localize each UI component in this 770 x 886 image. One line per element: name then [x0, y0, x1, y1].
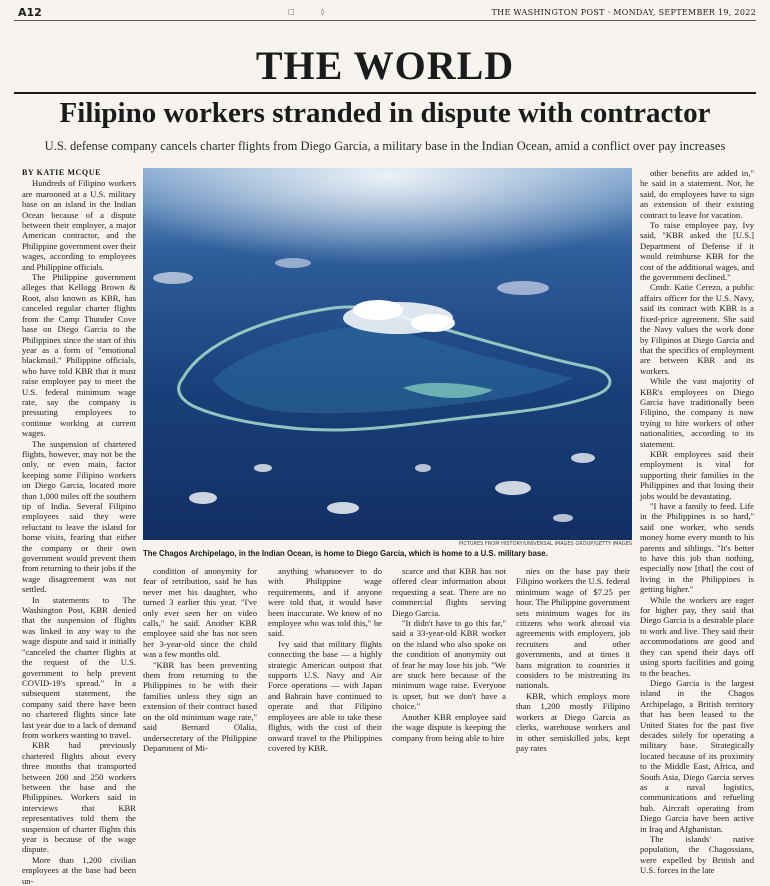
page-number: A12 — [18, 6, 42, 19]
headline: Filipino workers stranded in dispute with contractor — [59, 97, 711, 129]
article-paragraph: other benefits are added in," he said in a statement. Nor, he said, do employees have to sign an extension of their existing contract to leave for vacation. — [640, 168, 754, 220]
article-paragraph: To raise employee pay, Ivy said, "KBR asked the [U.S.] Department of Defense if it would reimburse KBR for the cost of the additional wages, and the government declined." — [640, 220, 754, 283]
article-paragraph: "I have a family to feed. Life in the Philippines is so hard," said one worker, who sends money home every month to his parents and siblings. "It's better to have this job than nothing, especially now [that] the cost of living in the Philippines is getting higher." — [640, 501, 754, 595]
article-paragraph: Another KBR employee said the wage dispute is keeping the company from being able to hire — [392, 711, 506, 743]
article-paragraph: condition of anonymity for fear of retribution, said he has never met his daughter, who turned 3 earlier this year. "I've only ever seen her on video calls," he said. Another KBR employee said she has not seen her 3-year-old since the child was a few months old. — [143, 566, 257, 660]
section-rule — [14, 92, 756, 94]
article-paragraph: "It didn't have to go this far," said a 33-year-old KBR worker on the island who also spoke on the condition of anonymity out of fear he may lose his job. "We are stuck here because of the minimum wage raise. Everyone is upset, but we don't have a choice." — [392, 618, 506, 712]
article-paragraph: KBR had previously chartered flights about every three months that transported between 200 and 250 workers between the base and the Philippines. Workers said in interviews that KBR representatives told them the suspension of charter flights this year is because of the wage dispute. — [22, 740, 136, 855]
article-paragraph: The islands' native population, the Chagossians, were expelled by British and U.S. forces in the late — [640, 834, 754, 876]
byline: BY KATIE MCQUE — [22, 168, 102, 177]
article-paragraph: nies on the base pay their Filipino workers the U.S. federal minimum wage of $7.25 per hour. The Philippine government sets minimum wages for its citizens who work abroad via agreements with employers, job recruiters and other governments, and at times it bans migration to countries it considers to be mistreating its nationals. — [516, 566, 630, 691]
article-column-6 — [640, 168, 754, 876]
deck-subheadline: U.S. defense company cancels charter flights from Diego Garcia, a military base in the Indian Ocean, amid a conflict over pay increases — [44, 139, 726, 153]
article-column-5 — [516, 566, 630, 753]
article-paragraph: KBR employees said their employment is vital for supporting their families in the Philippines and that losing their jobs would be devastating. — [640, 448, 754, 501]
article-paragraph: More than 1,200 civilian employees at the base had been un- — [22, 854, 136, 886]
article-column-4 — [392, 566, 506, 743]
article-paragraph: In statements to The Washington Post, KBR denied that the suspension of flights was linked in any way to the wage dispute and said it initially "canceled the charter flights at the request of the U.S. government to help prevent COVID-19's spread." In a subsequent statement, the company said there have been no chartered flights since late last year due to a lack of demand from workers wanting to travel. — [22, 594, 136, 740]
article-paragraph: Hundreds of Filipino workers are marooned at a U.S. military base on an island in the Indian Ocean because of a dispute between their employer, a major American contractor, and the Philippine government over their wages, according to employees and Philippine officials. — [22, 178, 136, 272]
article-paragraph: scarce and that KBR has not offered clear information about requesting a seat. There are no commercial flights serving Diego Garcia. — [392, 566, 506, 618]
aerial-photo-chagos-archipelago — [143, 168, 632, 540]
article-column-2 — [143, 566, 257, 753]
article-paragraph: Diego Garcia is the largest island in the Chagos Archipelago, a British territory that has been leased to the United States for the past five decades solely for operating a military base. Strategically located because of its proximity to the Middle East, Africa, and South Asia, Diego Garcia serves as a naval logistics, communications and refueling hub. Aircraft operating from Diego Garcia have been active in Iraq and Afghanistan. — [640, 677, 754, 834]
article-paragraph: While the vast majority of KBR's employees on Diego Garcia have traditionally been Filipino, the company is now trying to hire workers of other nationalities, according to its statement. — [640, 376, 754, 449]
photo-caption: The Chagos Archipelago, in the Indian Ocean, is home to Diego Garcia, which is home to a U.S. military base. — [143, 549, 548, 558]
article-paragraph: KBR, which employs more than 1,200 mostly Filipino workers at Diego Garcia as clerks, warehouse workers and in other semiskilled jobs, kept pay rates — [516, 690, 630, 753]
article-column-3 — [268, 566, 382, 753]
article-paragraph: Ivy said that military flights connecting the base — a highly strategic American outpost that supports U.S. Navy and Air Force operations — with Japan and Bahrain have continued to operate and that Filipino employees are able to take these flights, with the cost of their onward travel to the Philippines covered by KBR. — [268, 638, 382, 753]
article-paragraph: While the workers are eager for higher pay, they said that Diego Garcia is a desirable place to work and live. They said their accommodations are good and they can spend their days off using sports facilities and going to the beaches. — [640, 594, 754, 678]
article-paragraph: anything whatsoever to do with Philippine wage requirements, and if anyone were told that, it would have been inaccurate. We know of no employee who was told this," he said. — [268, 566, 382, 639]
article-paragraph: Cmdr. Katie Cerezo, a public affairs officer for the U.S. Navy, said its contract with KBR is a fixed-price agreement. She said the Navy values the work done by Filipinos at Diego Garcia and that the specifics of employment are between KBR and its workers. — [640, 282, 754, 376]
top-rule — [14, 20, 756, 21]
page-folio — [0, 4, 770, 20]
article-paragraph: The suspension of chartered flights, however, may not be the only, or even main, factor keeping some Filipino workers on Diego Garcia, located more than 1,000 miles off the southern tip of India. Several Filipino employees said they were reluctant to leave the island for home visits, fearing that either the company or their own government would prevent them from returning to their jobs if the wage disagreement was not settled. — [22, 438, 136, 595]
photo-credit: PICTURES FROM HISTORY/UNIVERSAL IMAGES GROUP/GETTY IMAGES — [458, 541, 632, 547]
folio-marks: □ ◊ — [288, 8, 337, 16]
article-paragraph: "KBR has been preventing them from returning to the Philippines to be with their families unless they sign an extension of their contract based on the old minimum wage rate," said Bernard Olalia, undersecretary of the Philippine Department of Mi- — [143, 659, 257, 753]
paper-date-line: THE WASHINGTON POST · MONDAY, SEPTEMBER 19, 2022 — [491, 8, 756, 17]
article-paragraph: The Philippine government alleges that Kellogg Brown & Root, also known as KBR, has canceled regular charter flights from the Camp Thunder Cove base on Diego Garcia to the Philippines since the start of this year as a form of "emotional blackmail." Philippine officials, who have told KBR that it must raise employee pay to meet the U.S. federal minimum wage rate, say the company is pressuring employees to continue working at current wages. — [22, 272, 136, 439]
article-column-1 — [22, 168, 136, 886]
section-title: THE WORLD — [255, 43, 515, 88]
